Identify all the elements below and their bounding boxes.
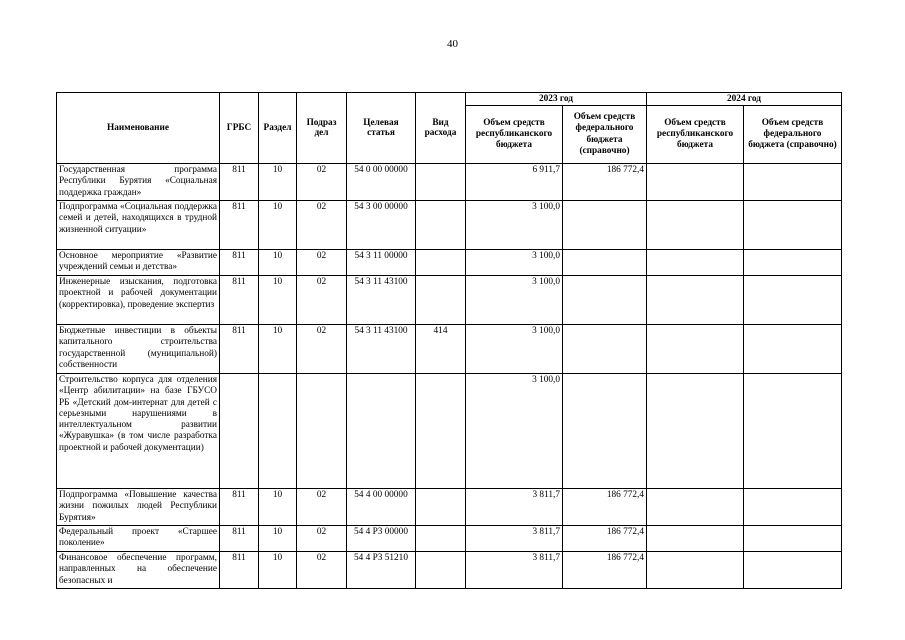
- cell-grbs: 811: [220, 552, 259, 589]
- table-row: [57, 276, 842, 325]
- cell-fed-2023: [563, 250, 647, 276]
- cell-subsection: 02: [297, 526, 347, 552]
- table-row: [57, 325, 842, 374]
- cell-fed-2023: [563, 201, 647, 250]
- header-fed-budget-2024: Объем средств федерального бюджета (справочно): [744, 106, 842, 164]
- cell-target: 54 4 00 00000: [347, 489, 416, 526]
- cell-grbs: [220, 374, 259, 489]
- cell-rep-2024: [647, 325, 744, 374]
- cell-rep-2023: 6 911,7: [466, 164, 563, 201]
- cell-section: [259, 374, 297, 489]
- cell-name: Основное мероприятие «Развитие учреждений семьи и детства»: [57, 250, 220, 276]
- cell-name: Инженерные изыскания, подготовка проектной и рабочей документации (корректировка), проведение экспертиз: [57, 276, 220, 325]
- cell-target: [347, 374, 416, 489]
- header-target: Целевая статья: [347, 93, 416, 164]
- cell-grbs: 811: [220, 250, 259, 276]
- cell-target: 54 4 P3 00000: [347, 526, 416, 552]
- cell-section: 10: [259, 201, 297, 250]
- cell-fed-2023: 186 772,4: [563, 552, 647, 589]
- cell-expense: [416, 489, 466, 526]
- cell-subsection: 02: [297, 250, 347, 276]
- cell-section: 10: [259, 325, 297, 374]
- header-section: Раздел: [259, 93, 297, 164]
- table-row: [57, 250, 842, 276]
- cell-target: 54 4 P3 51210: [347, 552, 416, 589]
- header-rep-budget-2024: Объем средств республиканского бюджета: [647, 106, 744, 164]
- cell-fed-2023: [563, 276, 647, 325]
- cell-rep-2024: [647, 164, 744, 201]
- table-row: [57, 374, 842, 489]
- cell-section: 10: [259, 552, 297, 589]
- cell-rep-2023: 3 100,0: [466, 325, 563, 374]
- header-expense-type: Вид расхода: [416, 93, 466, 164]
- cell-name: Федеральный проект «Старшее поколение»: [57, 526, 220, 552]
- cell-expense: [416, 276, 466, 325]
- cell-expense: [416, 526, 466, 552]
- cell-target: 54 3 00 00000: [347, 201, 416, 250]
- cell-expense: [416, 201, 466, 250]
- cell-target: 54 3 11 43100: [347, 276, 416, 325]
- cell-expense: 414: [416, 325, 466, 374]
- cell-rep-2024: [647, 489, 744, 526]
- header-fed-budget-2023: Объем средств федерального бюджета (справочно): [563, 106, 647, 164]
- cell-section: 10: [259, 276, 297, 325]
- cell-fed-2024: [744, 164, 842, 201]
- table-row: [57, 201, 842, 250]
- cell-fed-2024: [744, 526, 842, 552]
- cell-rep-2024: [647, 552, 744, 589]
- table-row: [57, 164, 842, 201]
- cell-target: 54 3 11 00000: [347, 250, 416, 276]
- cell-name: Подпрограмма «Повышение качества жизни пожилых людей Республики Бурятия»: [57, 489, 220, 526]
- cell-fed-2023: 186 772,4: [563, 526, 647, 552]
- cell-subsection: 02: [297, 552, 347, 589]
- cell-name: Финансовое обеспечение программ, направленных на обеспечение безопасных и: [57, 552, 220, 589]
- cell-section: 10: [259, 526, 297, 552]
- cell-section: 10: [259, 164, 297, 201]
- cell-name: Государственная программа Республики Бурятия «Социальная поддержка граждан»: [57, 164, 220, 201]
- cell-rep-2024: [647, 276, 744, 325]
- cell-fed-2024: [744, 374, 842, 489]
- cell-fed-2023: [563, 325, 647, 374]
- cell-fed-2024: [744, 489, 842, 526]
- budget-table: [56, 92, 842, 589]
- cell-grbs: 811: [220, 164, 259, 201]
- cell-grbs: 811: [220, 526, 259, 552]
- table-header: [57, 93, 842, 164]
- cell-fed-2024: [744, 325, 842, 374]
- header-grbs: ГРБС: [220, 93, 259, 164]
- table-row: [57, 552, 842, 589]
- header-name: Наименование: [57, 93, 220, 164]
- table-row: [57, 489, 842, 526]
- header-year-2024: 2024 год: [647, 93, 842, 106]
- cell-rep-2023: 3 811,7: [466, 526, 563, 552]
- cell-fed-2024: [744, 276, 842, 325]
- cell-expense: [416, 374, 466, 489]
- cell-name: Строительство корпуса для отделения «Центр абилитации» на базе ГБУСО РБ «Детский дом-интернат для детей с серьезными нарушениями в интеллектуальном развитии «Журавушка» (в том числе разработка проектной и рабочей документации): [57, 374, 220, 489]
- cell-name: Подпрограмма «Социальная поддержка семей и детей, находящихся в трудной жизненной ситуации»: [57, 201, 220, 250]
- table-row: [57, 526, 842, 552]
- cell-fed-2024: [744, 552, 842, 589]
- cell-target: 54 3 11 43100: [347, 325, 416, 374]
- cell-rep-2023: 3 811,7: [466, 552, 563, 589]
- cell-fed-2023: [563, 374, 647, 489]
- header-rep-budget-2023: Объем средств республиканского бюджета: [466, 106, 563, 164]
- cell-rep-2023: 3 100,0: [466, 374, 563, 489]
- page-number: 40: [447, 38, 458, 50]
- cell-subsection: 02: [297, 276, 347, 325]
- cell-rep-2024: [647, 250, 744, 276]
- cell-rep-2024: [647, 374, 744, 489]
- cell-grbs: 811: [220, 489, 259, 526]
- header-subsection: Подраз дел: [297, 93, 347, 164]
- cell-subsection: 02: [297, 489, 347, 526]
- header-year-2023: 2023 год: [466, 93, 647, 106]
- cell-rep-2023: 3 811,7: [466, 489, 563, 526]
- cell-fed-2023: 186 772,4: [563, 489, 647, 526]
- cell-target: 54 0 00 00000: [347, 164, 416, 201]
- cell-rep-2023: 3 100,0: [466, 276, 563, 325]
- cell-expense: [416, 552, 466, 589]
- cell-rep-2024: [647, 526, 744, 552]
- cell-rep-2023: 3 100,0: [466, 250, 563, 276]
- cell-rep-2024: [647, 201, 744, 250]
- cell-subsection: 02: [297, 325, 347, 374]
- cell-name: Бюджетные инвестиции в объекты капитального строительства государственной (муниципальной) собственности: [57, 325, 220, 374]
- cell-section: 10: [259, 250, 297, 276]
- cell-fed-2024: [744, 201, 842, 250]
- cell-subsection: [297, 374, 347, 489]
- cell-grbs: 811: [220, 276, 259, 325]
- cell-section: 10: [259, 489, 297, 526]
- cell-subsection: 02: [297, 164, 347, 201]
- cell-expense: [416, 250, 466, 276]
- cell-grbs: 811: [220, 325, 259, 374]
- cell-fed-2024: [744, 250, 842, 276]
- cell-grbs: 811: [220, 201, 259, 250]
- cell-expense: [416, 164, 466, 201]
- cell-fed-2023: 186 772,4: [563, 164, 647, 201]
- cell-subsection: 02: [297, 201, 347, 250]
- cell-rep-2023: 3 100,0: [466, 201, 563, 250]
